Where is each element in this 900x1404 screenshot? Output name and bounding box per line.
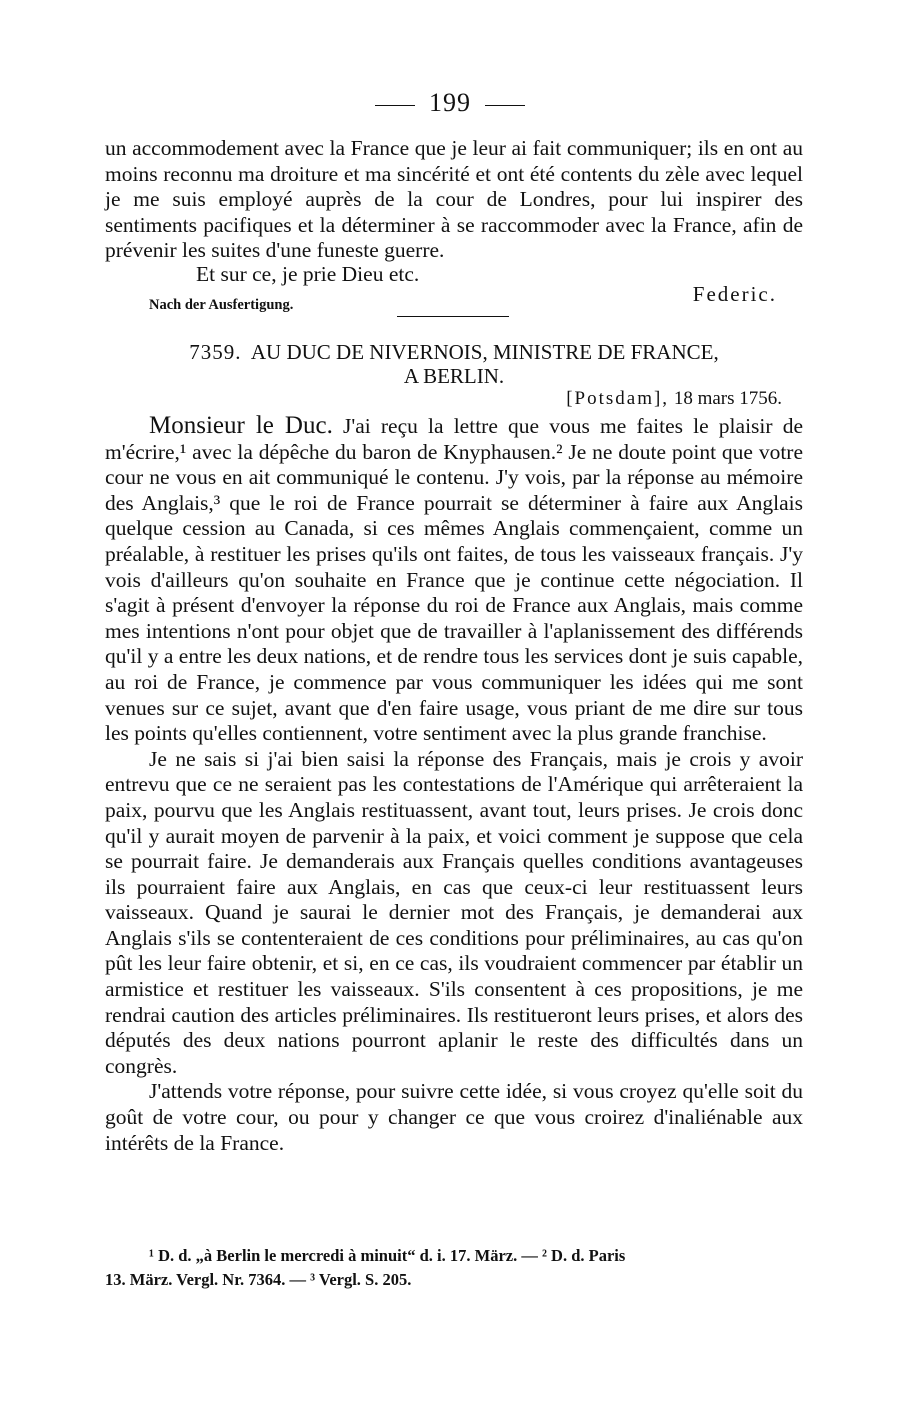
footnote-line-1: ¹ D. d. „à Berlin le mercredi à minuit“ d. i. 17. März. — ² D. d. Paris — [149, 1246, 626, 1265]
letter-heading-line1 — [105, 340, 803, 364]
footnotes — [105, 1244, 803, 1292]
salutation: Monsieur le Duc. — [149, 412, 333, 439]
letter-paragraph-1 — [105, 413, 803, 747]
date-value: 18 mars 1756. — [673, 388, 782, 409]
dateline — [566, 388, 782, 410]
footnote-line-2: 13. März. Vergl. Nr. 7364. — ³ Vergl. S. 205. — [105, 1270, 412, 1289]
page-number-value: 199 — [429, 88, 471, 117]
letter-heading — [105, 340, 803, 388]
page-number-dash-left — [375, 105, 415, 106]
source-note: Nach der Ausfertigung. — [149, 297, 294, 313]
closing-formula: Et sur ce, je prie Dieu etc. — [196, 262, 420, 286]
letter-paragraph-2: Je ne sais si j'ai bien saisi la réponse des Français, mais je crois y avoir entrevu que ce ne seraient pas les contestations de l'Amérique qui arrêteraient la paix, pourvu que les Anglais restituassent, avant tout, leurs prises. Je crois donc qu'il y aurait moyen de parvenir à la paix, et voici comment je suppose que cela se pourrait faire. Je demanderais aux Français quelles conditions avantageuses ils pourraient faire aux Anglais, en cas que ceux-ci leur restituassent leurs vaisseaux. Quand je saurai le dernier mot des Français, je demanderai aux Anglais s'ils se contenteraient de ces conditions pour préliminaires, au cas qu'on pût les leur faire obtenir, et si, en ce cas, ils voudraient commencer par établir un armistice et restituer les vaisseaux. S'ils consentent à ces propositions, je me rendrai caution des articles préliminaires. Ils restitueront leurs prises, et alors des députés des deux nations pourront aplanir le reste des difficultés dans un congrès. — [105, 746, 803, 1078]
letter-paragraph-1-text: J'ai reçu la lettre que vous me faites le plaisir de m'écrire,¹ avec la dépêche du baron de Knyphausen.² Je ne doute point que votre cour ne vous en ait communiqué le contenu. J'y vois, par la réponse au mémoire des Anglais,³ que le roi de France pourrait se déterminer à faire aux Anglais quelque cession au Canada, si ces mêmes Anglais commençaient, comme un préalable, à restituer les prises qu'ils ont faites, de tous les vaisseaux français. J'y vois d'ailleurs qu'on souhaite en France que je continue cette négociation. Il s'agit à présent d'envoyer la réponse du roi de France aux Anglais, mais comme mes intentions n'ont pour objet que de travailler à l'aplanissement des différends qu'il y a entre les deux nations, et de rendre tous les services dont je suis capable, au roi de France, je commence par vous communiquer les idées qui me sont venues sur ce sujet, avant que d'en faire usage, vous priant de me dire sur tous les points qu'elles contiennent, votre sentiment avec la plus grande franchise. — [105, 414, 803, 746]
letter-paragraph-3: J'attends votre réponse, pour suivre cette idée, si vous croyez qu'elle soit du goût de votre cour, ou pour y changer ce que vous croirez d'inaliénable aux intérêts de la France. — [105, 1079, 803, 1155]
page-number-dash-right — [485, 105, 525, 106]
page-number — [0, 88, 900, 118]
letter-recipient: AU DUC DE NIVERNOIS, MINISTRE DE FRANCE, — [250, 340, 719, 364]
letter-number: 7359. — [189, 340, 242, 364]
top-paragraph: un accommodement avec la France que je leur ai fait communiquer; ils en ont au moins reconnu ma droiture et ma sincérité et ont été contents du zèle avec lequel je me suis employé auprès de la cour de Londres, pour lui inspirer des sentiments pacifiques et la déterminer à se raccommoder avec la France, afin de prévenir les suites d'une funeste guerre. — [105, 136, 803, 263]
letter-heading-line2: A BERLIN. — [403, 364, 505, 388]
signature: Federic. — [692, 282, 777, 306]
date-place: [Potsdam], — [566, 388, 670, 409]
section-separator — [397, 316, 509, 317]
letter-body — [105, 413, 803, 1156]
top-paragraph-block — [105, 136, 803, 264]
